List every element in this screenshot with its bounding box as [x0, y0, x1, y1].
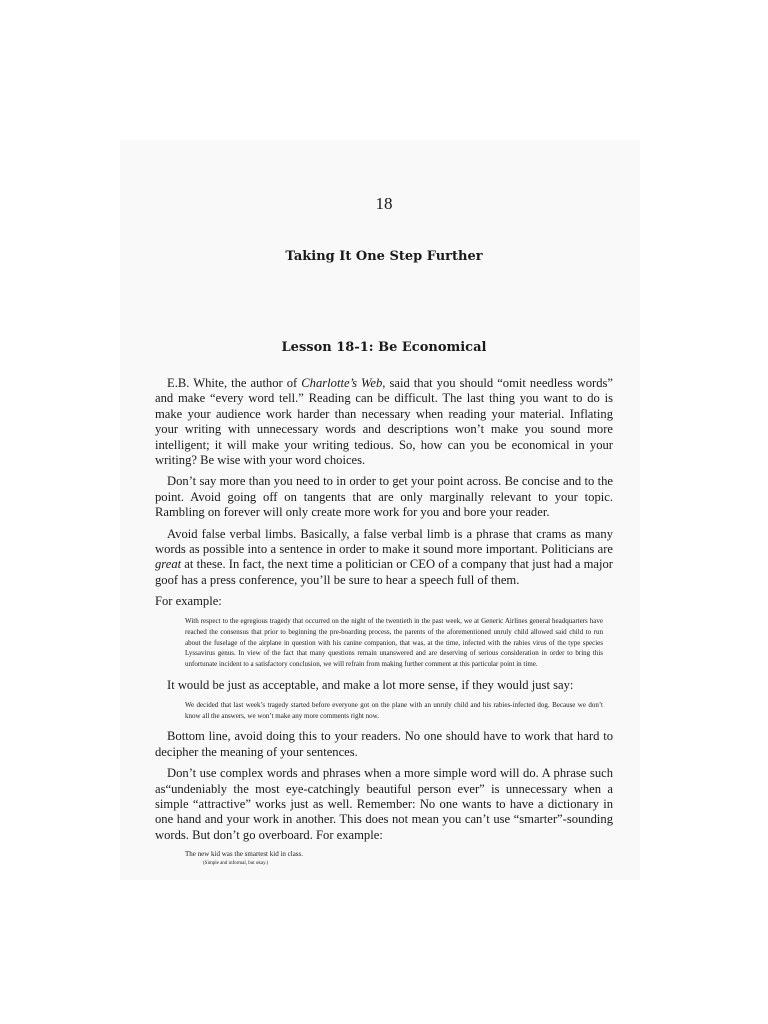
- book-title: Charlotte’s Web: [301, 376, 383, 390]
- chapter-title: Taking It One Step Further: [285, 249, 483, 264]
- paragraph-3: [155, 527, 613, 589]
- block-quote-concise: We decided that last week’s tragedy started before everyone got on the plane with an unruly child and his rabies-infected dog. Because we don’t know all the answers, we won’t make any more comments right now.: [185, 700, 603, 720]
- example-sentence: The new kid was the smartest kid in class.: [185, 850, 304, 859]
- paragraph-1: [155, 376, 613, 468]
- paragraph-2: Don’t say more than you need to in order to get your point across. Be concise and to the point. Avoid going off on tangents that are only marginally relevant to your topic. Rambling on forever will only create more work for you and bore your reader.: [155, 474, 613, 520]
- paragraph-3-text-b: at these. In fact, the next time a politician or CEO of a company that just had a major goof has a press conference, you’ll be sure to hear a speech full of them.: [155, 557, 613, 587]
- emphasis-great: great: [155, 557, 182, 572]
- paragraph-6: Don’t use complex words and phrases when a more simple word will do. A phrase such as“undeniably the most eye-catchingly beautiful person ever” is unnecessary when a simple “attractive” works just as well. Remember: No one wants to have a dictionary in one hand and your work in another. This does not mean you can’t use “smarter”-sounding words. But don’t go overboard. For example:: [155, 766, 613, 842]
- paragraph-1-text-a: E.B. White, the author of: [167, 376, 302, 390]
- example-note: (Simple and informal, but okay.): [203, 861, 269, 867]
- for-example-label: For example:: [155, 594, 222, 609]
- block-quote-verbose: With respect to the egregious tragedy that occurred on the night of the twentieth in the past week, we at Generic Airlines general headquarters have reached the consensus that prior to beginning the pre-boarding process, the parents of the aforementioned unruly child allowed said child to run about the fuselage of the airplane in question with his canine companion, that was, at the time, infected with the rabies virus of the type species Lyssavirus genus. In view of the fact that many questions remain unanswered and are deserving of serious consideration in order to bring this unfortunate incident to a satisfactory conclusion, we will refrain from making further comment at this particular point in time.: [185, 616, 603, 669]
- paragraph-5: Bottom line, avoid doing this to your readers. No one should have to work that hard to decipher the meaning of your sentences.: [155, 729, 613, 759]
- body-text: [155, 376, 613, 868]
- chapter-number: 18: [375, 194, 393, 213]
- paragraph-1-text-b: , said that you should “omit needless words” and make “every word tell.” Reading can be difficult. The last thing you want to do is make your audience work harder than necessary when reading your material. Inflating your writing with unnecessary words and descriptions won’t make you sound more intelligent; it will make your writing tedious. So, how can you be economical in your writing? Be wise with your word choices.: [155, 376, 613, 468]
- paragraph-3-text-a: Avoid false verbal limbs. Basically, a false verbal limb is a phrase that crams as many words as possible into a sentence in order to make it sound more important. Politicians are: [155, 526, 613, 557]
- paragraph-4: It would be just as acceptable, and make a lot more sense, if they would just say:: [167, 678, 574, 693]
- lesson-title: Lesson 18-1: Be Economical: [281, 340, 487, 355]
